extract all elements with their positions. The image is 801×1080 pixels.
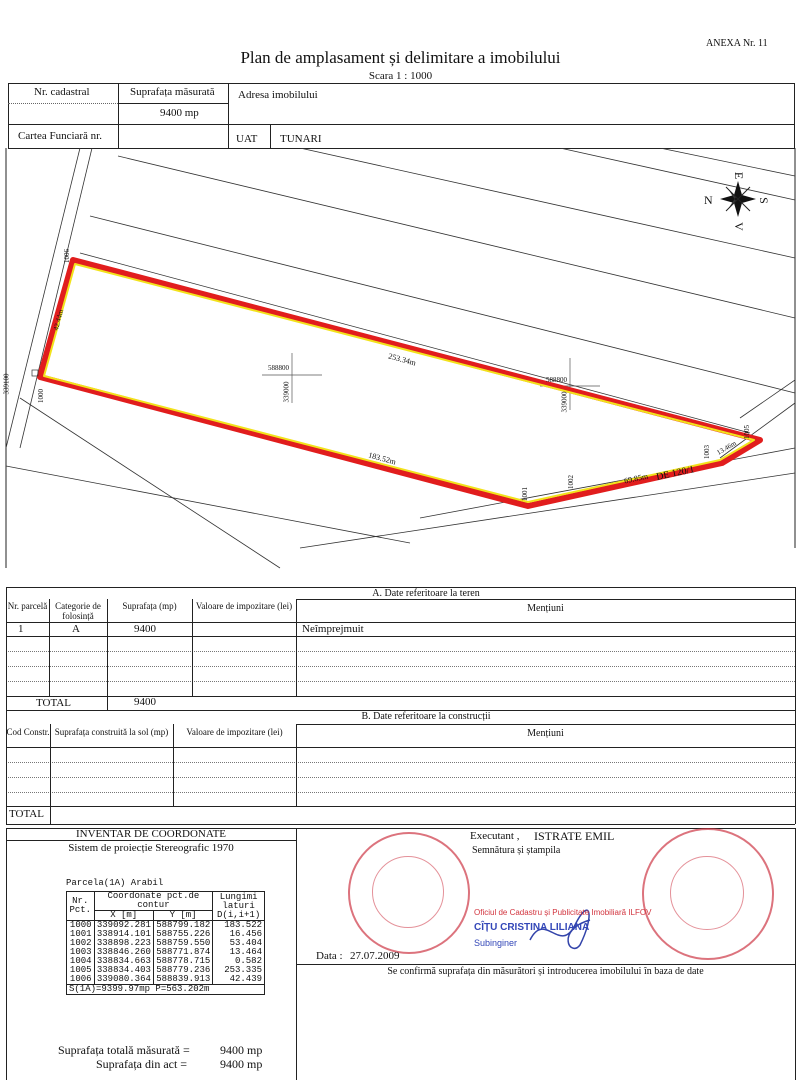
official-role: Subinginer <box>474 938 518 948</box>
compass-rose-icon <box>720 181 756 217</box>
road-label: DE 120/1 <box>655 464 696 483</box>
col-y-header: Y [m] <box>153 911 212 921</box>
office-stamp <box>642 828 774 960</box>
grid-label-x2: 339000 <box>560 391 569 413</box>
cadastral-number-label: Nr. cadastral <box>34 86 90 98</box>
parcel-title: Parcela(1A) Arabil <box>66 878 164 888</box>
inventory-title: INVENTAR DE COORDONATE <box>75 828 227 840</box>
section-a-title: A. Date referitoare la teren <box>372 588 480 599</box>
row-x: 338914.101 <box>94 930 153 939</box>
row-d: 13.464 <box>213 948 265 957</box>
uat-label: UAT <box>236 133 258 145</box>
row-y: 588759.550 <box>153 939 212 948</box>
row-nr: 1006 <box>67 975 95 985</box>
col-value-header: Valoare de impozitare (lei) <box>195 601 293 611</box>
row-nr: 1002 <box>67 939 95 948</box>
row-d: 0.582 <box>213 957 265 966</box>
executant-label: Executant , <box>470 830 520 842</box>
point-1000: 1000 <box>37 389 45 403</box>
row-x: 338846.260 <box>94 948 153 957</box>
row-x: 338834.403 <box>94 966 153 975</box>
grid-label-x1: 339000 <box>282 381 291 403</box>
row-surface: 9400 <box>134 623 156 635</box>
row-x: 339092.281 <box>94 921 153 931</box>
col-surface-header: Suprafața (mp) <box>122 601 177 611</box>
top-dimension: 253.34m <box>387 351 417 368</box>
executant-name: ISTRATE EMIL <box>534 829 615 843</box>
address-label: Adresa imobilului <box>238 89 318 101</box>
point-1003: 1003 <box>703 445 711 459</box>
row-nr: 1000 <box>67 921 95 931</box>
executant-stamp <box>348 832 470 954</box>
compass-n: N <box>704 193 713 207</box>
page-title: Plan de amplasament și delimitare a imobilului <box>240 48 561 67</box>
row-parcel-number: 1 <box>18 623 24 635</box>
col-value-header-b: Valoare de impozitare (lei) <box>186 727 283 737</box>
row-category: A <box>72 623 80 635</box>
measured-surface-label: Suprafața măsurată <box>130 86 215 98</box>
row-d: 253.335 <box>213 966 265 975</box>
row-y: 588779.236 <box>153 966 212 975</box>
grid-label-y2: 588800 <box>546 376 567 384</box>
row-nr: 1004 <box>67 957 95 966</box>
land-book-label: Cartea Funciară nr. <box>18 130 102 142</box>
row-y: 588771.874 <box>153 948 212 957</box>
scale-label: Scara 1 : 1000 <box>368 70 433 82</box>
annex-number: ANEXA Nr. 11 <box>706 38 768 49</box>
row-d: 183.522 <box>213 921 265 931</box>
col-notes-header-b: Mențiuni <box>527 728 564 739</box>
confirmation-text: Se confirmă suprafața din măsurători și introducerea imobilului în baza de date <box>387 966 704 977</box>
col-coords-header: Coordonate pct.de contur <box>94 892 213 911</box>
row-nr: 1003 <box>67 948 95 957</box>
coordinates-table <box>66 891 265 995</box>
row-d: 16.456 <box>213 930 265 939</box>
point-1006: 1006 <box>63 249 71 263</box>
point-1005: 1005 <box>743 425 751 439</box>
section-a-total-label: TOTAL <box>36 697 71 709</box>
row-y: 588839.913 <box>153 975 212 985</box>
total-measured-label: Suprafața totală măsurată = <box>58 1043 190 1057</box>
right-dimension: 13.46m <box>715 439 738 457</box>
col-nr-header: Nr. Pct. <box>67 892 95 921</box>
total-measured-value: 9400 mp <box>220 1043 263 1057</box>
col-built-header: Suprafața construită la sol (mp) <box>54 727 169 737</box>
uat-value: TUNARI <box>280 133 322 145</box>
row-nr: 1001 <box>67 930 95 939</box>
section-a-total-value: 9400 <box>134 696 156 708</box>
compass-v: V <box>731 222 746 231</box>
point-1001: 1001 <box>521 487 529 501</box>
measured-surface-value: 9400 mp <box>160 107 199 119</box>
col-code-header: Cod Constr. <box>6 727 50 737</box>
row-d: 53.404 <box>213 939 265 948</box>
col-x-header: X [m] <box>94 911 153 921</box>
signature-label: Semnătura și ștampila <box>472 845 561 856</box>
left-dimension: 42.44m <box>51 308 66 332</box>
point-1002: 1002 <box>567 475 575 489</box>
compass-s: S <box>756 197 771 204</box>
row-y: 588778.715 <box>153 957 212 966</box>
projection-system: Sistem de proiecție Stereografic 1970 <box>68 842 234 854</box>
site-plan-drawing <box>0 148 801 588</box>
act-surface-label: Suprafața din act = <box>96 1057 188 1071</box>
row-notes: Neîmprejmuit <box>302 623 364 635</box>
segment-dimension: 69.85m <box>623 471 649 486</box>
official-name: CÎȚU CRISTINA LILIANA <box>474 922 590 933</box>
col-category-header: Categorie de folosință <box>55 601 101 621</box>
compass-e: E <box>732 171 747 180</box>
row-x: 338898.223 <box>94 939 153 948</box>
row-y: 588799.182 <box>153 921 212 931</box>
col-parcel-header: Nr. parcelă <box>7 601 48 611</box>
date-value: 27.07.2009 <box>350 950 400 962</box>
row-y: 588755.226 <box>153 930 212 939</box>
date-label: Data : <box>316 950 343 962</box>
row-x: 339080.364 <box>94 975 153 985</box>
area-perimeter-summary: S(1A)=9399.97mp P=563.202m <box>67 985 265 995</box>
row-x: 338834.663 <box>94 957 153 966</box>
grid-label-y1: 588800 <box>268 364 289 372</box>
bottom-dimension: 183.52m <box>367 450 397 467</box>
row-d: 42.439 <box>213 975 265 985</box>
parcel-outline-yellow <box>44 264 754 502</box>
section-b-title: B. Date referitoare la construcții <box>361 711 491 722</box>
col-length-header: Lungimi laturi D(i,i+1) <box>213 892 265 921</box>
side-label-left: 339100 <box>2 373 11 395</box>
act-surface-value: 9400 mp <box>220 1057 263 1071</box>
office-name: Oficiul de Cadastru și Publicitate Imobiliară ILFOV <box>474 908 652 917</box>
section-b-total-label: TOTAL <box>9 808 44 820</box>
row-nr: 1005 <box>67 966 95 975</box>
col-notes-header: Mențiuni <box>527 603 564 614</box>
